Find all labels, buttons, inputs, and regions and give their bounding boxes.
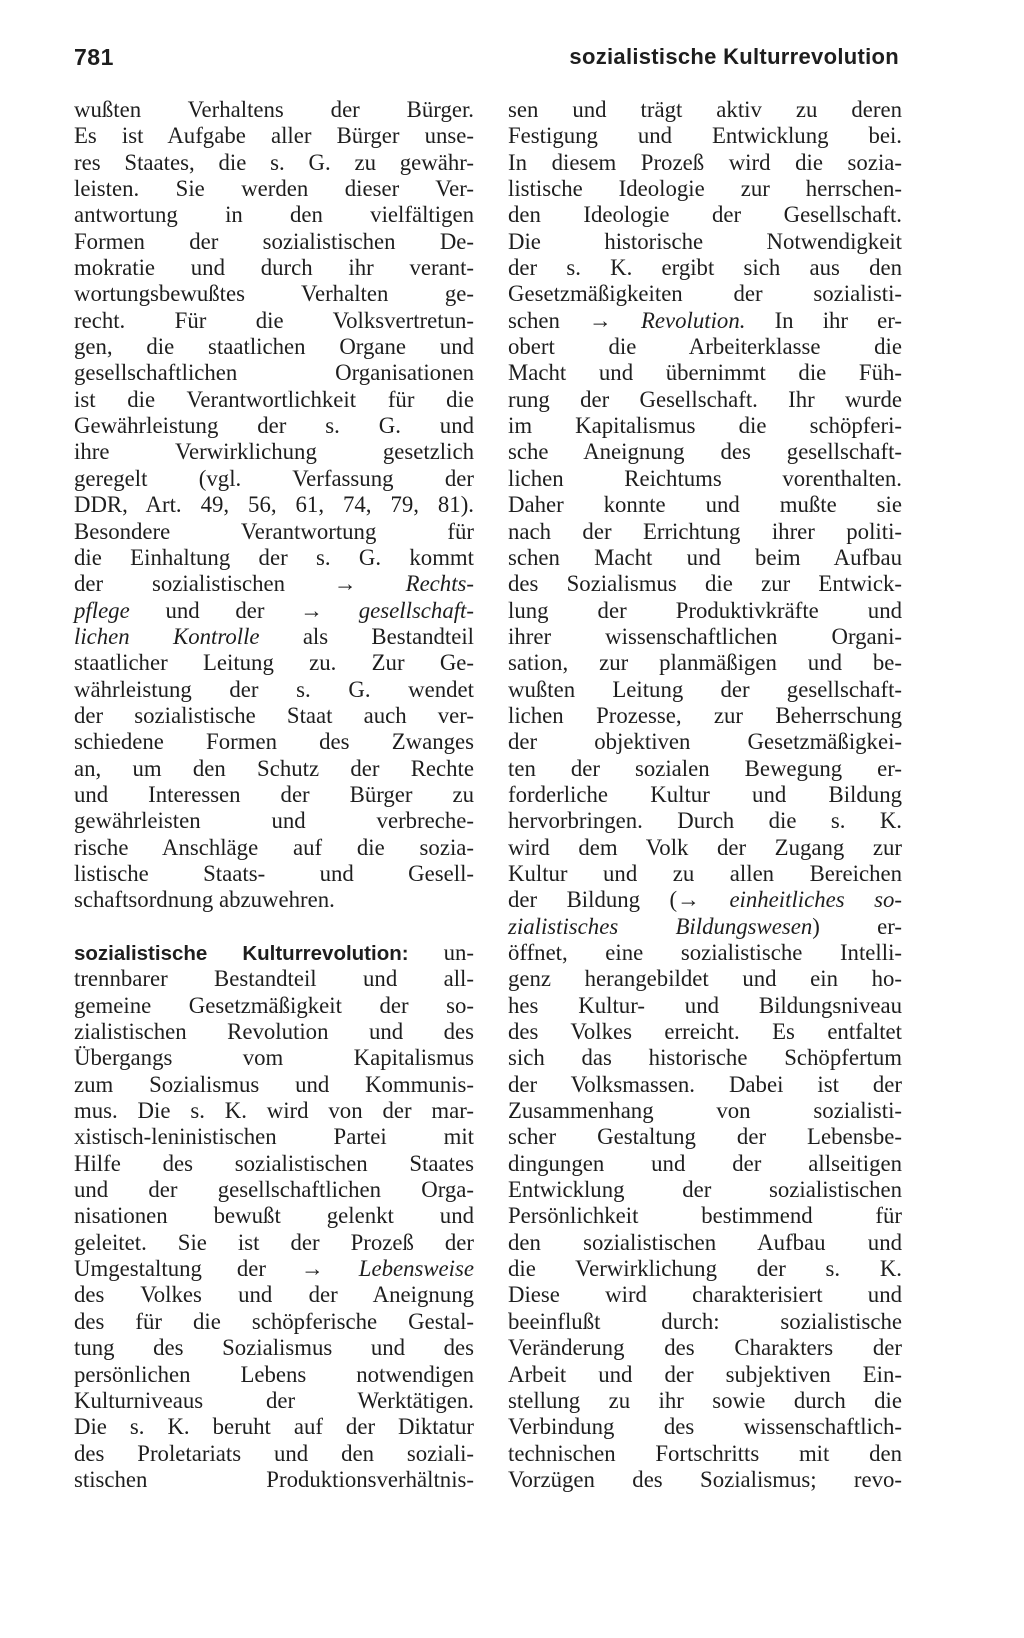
cross-reference-term: lichen Kontrolle: [74, 623, 260, 649]
text-line: [508, 1309, 902, 1335]
text-segment: schaftsordnung abzuwehren.: [74, 887, 335, 913]
text-segment: Macht und übernimmt die Füh-: [508, 360, 902, 386]
text-line: [74, 650, 474, 676]
text-line: [508, 624, 902, 650]
text-line: [508, 360, 902, 386]
text-line: [508, 598, 902, 624]
text-line: [508, 519, 902, 545]
text-line: [508, 387, 902, 413]
text-line: [508, 281, 902, 307]
text-line: [74, 176, 474, 202]
text-segment: trennbarer Bestandteil und all-: [74, 966, 474, 992]
text-segment: an, um den Schutz der Rechte: [74, 755, 474, 781]
text-segment: und der gesellschaftlichen Orga-: [74, 1177, 474, 1203]
text-segment: des Volkes erreicht. Es entfaltet: [508, 1019, 902, 1045]
text-line: [74, 545, 474, 571]
text-segment: die Verwirklichung der s. K.: [508, 1256, 902, 1282]
cross-reference-term: Lebensweise: [358, 1256, 474, 1282]
text-line: [508, 150, 902, 176]
text-line: [74, 1072, 474, 1098]
text-line: [508, 1362, 902, 1388]
text-segment: technischen Fortschritts mit den: [508, 1440, 902, 1466]
text-segment: leisten. Sie werden dieser Ver-: [74, 176, 474, 202]
text-line: [508, 1335, 902, 1361]
text-line: [508, 1019, 902, 1045]
text-segment: der sozialistischen →: [74, 571, 406, 597]
cross-reference-term: zialistisches Bildungswesen: [508, 913, 813, 939]
text-segment: In ihr er-: [745, 307, 902, 333]
text-segment: gen, die staatlichen Organe und: [74, 334, 474, 360]
paragraph-gap: [74, 914, 474, 940]
text-segment: tung des Sozialismus und des: [74, 1335, 474, 1361]
text-line: [74, 308, 474, 334]
text-line: [508, 334, 902, 360]
text-line: [74, 1177, 474, 1203]
cross-reference-term: pflege: [74, 597, 130, 623]
text-segment: Es ist Aufgabe aller Bürger unse-: [74, 123, 474, 149]
text-segment: Zusammenhang von sozialisti-: [508, 1098, 902, 1124]
text-segment: ihrer wissenschaftlichen Organi-: [508, 623, 902, 649]
text-line: [508, 835, 902, 861]
text-segment: sche Aneignung des gesellschaft-: [508, 439, 902, 465]
text-line: [508, 1414, 902, 1440]
text-line: [508, 914, 902, 940]
text-segment: lichen Reichtums vorenthalten.: [508, 465, 902, 491]
text-line: [74, 1230, 474, 1256]
text-segment: Arbeit und der subjektiven Ein-: [508, 1361, 902, 1387]
text-segment: staatlicher Leitung zu. Zur Ge-: [74, 650, 474, 676]
text-segment: der sozialistische Staat auch ver-: [74, 702, 474, 728]
text-segment: der objektiven Gesetzmäßigkei-: [508, 729, 902, 755]
text-segment: Kultur und zu allen Bereichen: [508, 860, 902, 886]
text-line: [508, 993, 902, 1019]
text-segment: gewährleisten und verbreche-: [74, 808, 474, 834]
text-line: [508, 1230, 902, 1256]
text-line: [508, 1467, 902, 1493]
text-segment: Diese wird charakterisiert und: [508, 1282, 902, 1308]
text-line: [74, 940, 474, 966]
text-line: [74, 598, 474, 624]
text-line: [508, 308, 902, 334]
text-segment: Verbindung des wissenschaftlich-: [508, 1414, 902, 1440]
text-segment: Hilfe des sozialistischen Staates: [74, 1150, 474, 1176]
text-segment: hes Kultur- und Bildungsniveau: [508, 992, 902, 1018]
text-segment: In diesem Prozeß wird die sozia-: [508, 149, 902, 175]
text-segment: nach der Errichtung ihrer politi-: [508, 518, 902, 544]
text-line: [74, 729, 474, 755]
text-segment: geregelt (vgl. Verfassung der: [74, 465, 474, 491]
text-segment: Gesetzmäßigkeiten der sozialisti-: [508, 281, 902, 307]
text-line: [74, 571, 474, 597]
text-line: [508, 1098, 902, 1124]
text-line: [74, 624, 474, 650]
text-line: [508, 97, 902, 123]
text-segment: die Einhaltung der s. G. kommt: [74, 544, 474, 570]
text-line: [508, 123, 902, 149]
text-line: [74, 887, 474, 913]
text-segment: antwortung in den vielfältigen: [74, 202, 474, 228]
text-line: [74, 1282, 474, 1308]
text-line: [508, 176, 902, 202]
text-line: [74, 439, 474, 465]
text-line: [508, 887, 902, 913]
text-line: [508, 1072, 902, 1098]
text-segment: beeinflußt durch: sozialistische: [508, 1308, 902, 1334]
text-line: [74, 229, 474, 255]
text-segment: Die s. K. beruht auf der Diktatur: [74, 1414, 474, 1440]
text-segment: rung der Gesellschaft. Ihr wurde: [508, 386, 902, 412]
text-line: [74, 1098, 474, 1124]
text-segment: als Bestandteil: [259, 623, 474, 649]
text-line: [74, 1414, 474, 1440]
text-line: [74, 519, 474, 545]
text-line: [74, 1441, 474, 1467]
text-segment: zum Sozialismus und Kommunis-: [74, 1071, 474, 1097]
text-line: [74, 1362, 474, 1388]
text-segment: schen →: [508, 307, 641, 333]
text-segment: des Proletariats und den soziali-: [74, 1440, 474, 1466]
text-segment: lichen Prozesse, zur Beherrschung: [508, 702, 902, 728]
text-segment: mus. Die s. K. wird von der mar-: [74, 1098, 474, 1124]
text-segment: mokratie und durch ihr verant-: [74, 255, 474, 281]
text-segment: und der →: [129, 597, 359, 623]
text-line: [74, 782, 474, 808]
text-segment: listische Staats- und Gesell-: [74, 860, 474, 886]
text-line: [508, 677, 902, 703]
text-line: [74, 1256, 474, 1282]
text-line: [508, 1441, 902, 1467]
text-segment: und Interessen der Bürger zu: [74, 781, 474, 807]
text-segment: des Volkes und der Aneignung: [74, 1282, 474, 1308]
text-line: [508, 756, 902, 782]
text-line: [74, 703, 474, 729]
text-segment: der Volksmassen. Dabei ist der: [508, 1071, 902, 1097]
text-line: [508, 202, 902, 228]
text-line: [508, 940, 902, 966]
text-segment: Festigung und Entwicklung bei.: [508, 123, 902, 149]
cross-reference-term: Rechts-: [405, 571, 474, 597]
running-head: sozialistische Kulturrevolution: [569, 44, 899, 69]
text-line: [74, 466, 474, 492]
text-segment: un-: [408, 940, 474, 965]
text-segment: sen und trägt aktiv zu deren: [508, 97, 902, 122]
text-line: [508, 439, 902, 465]
text-segment: stellung zu ihr sowie durch die: [508, 1387, 902, 1413]
text-line: [74, 1467, 474, 1493]
text-segment: lung der Produktivkräfte und: [508, 597, 902, 623]
text-line: [74, 861, 474, 887]
text-line: [74, 1019, 474, 1045]
text-line: [74, 360, 474, 386]
text-segment: schiedene Formen des Zwanges: [74, 729, 474, 755]
text-line: [74, 966, 474, 992]
text-line: [508, 808, 902, 834]
text-line: [508, 571, 902, 597]
text-segment: recht. Für die Volksvertretun-: [74, 307, 474, 333]
text-segment: den sozialistischen Aufbau und: [508, 1229, 902, 1255]
text-segment: der s. K. ergibt sich aus den: [508, 255, 902, 281]
text-segment: nisationen bewußt gelenkt und: [74, 1203, 474, 1229]
text-line: [74, 677, 474, 703]
text-segment: gemeine Gesetzmäßigkeit der so-: [74, 992, 474, 1018]
text-line: [74, 835, 474, 861]
text-line: [508, 229, 902, 255]
text-segment: scher Gestaltung der Lebensbe-: [508, 1124, 902, 1150]
text-line: [508, 1177, 902, 1203]
text-line: [508, 1388, 902, 1414]
text-segment: Veränderung des Charakters der: [508, 1335, 902, 1361]
text-line: [74, 1203, 474, 1229]
text-line: [74, 123, 474, 149]
text-segment: ) er-: [812, 913, 902, 939]
text-line: [74, 202, 474, 228]
text-segment: Formen der sozialistischen De-: [74, 228, 474, 254]
text-line: [508, 966, 902, 992]
text-line: [508, 466, 902, 492]
text-line: [74, 756, 474, 782]
left-column: [74, 97, 474, 1493]
text-segment: wird dem Volk der Zugang zur: [508, 834, 902, 860]
text-segment: Entwicklung der sozialistischen: [508, 1177, 902, 1203]
text-segment: währleistung der s. G. wendet: [74, 676, 474, 702]
text-segment: sich das historische Schöpfertum: [508, 1045, 902, 1071]
text-segment: xistisch-leninistischen Partei mit: [74, 1124, 474, 1150]
text-segment: Übergangs vom Kapitalismus: [74, 1045, 474, 1071]
text-line: [74, 492, 474, 518]
text-line: [74, 97, 474, 123]
text-segment: persönlichen Lebens notwendigen: [74, 1361, 474, 1387]
text-line: [74, 150, 474, 176]
text-segment: des Sozialismus die zur Entwick-: [508, 571, 902, 597]
text-line: [74, 413, 474, 439]
text-line: [508, 1282, 902, 1308]
text-line: [508, 492, 902, 518]
text-segment: wußten Verhaltens der Bürger.: [74, 97, 474, 122]
text-segment: listische Ideologie zur herrschen-: [508, 176, 902, 202]
text-line: [74, 1045, 474, 1071]
text-segment: forderliche Kultur und Bildung: [508, 781, 902, 807]
text-line: [508, 545, 902, 571]
text-segment: sation, zur planmäßigen und be-: [508, 650, 902, 676]
text-line: [74, 255, 474, 281]
cross-reference-term: gesellschaft-: [358, 597, 474, 623]
entry-headword: sozialistische Kulturrevolution:: [74, 942, 409, 965]
text-line: [508, 1151, 902, 1177]
text-line: [74, 1124, 474, 1150]
text-line: [508, 1203, 902, 1229]
text-segment: rische Anschläge auf die sozia-: [74, 834, 474, 860]
cross-reference-term: Revolution.: [640, 307, 746, 333]
text-segment: res Staates, die s. G. zu gewähr-: [74, 149, 474, 175]
text-line: [508, 255, 902, 281]
text-segment: Kulturniveaus der Werktätigen.: [74, 1387, 474, 1413]
text-segment: Daher konnte und mußte sie: [508, 492, 902, 518]
text-line: [508, 650, 902, 676]
text-segment: DDR, Art. 49, 56, 61, 74, 79, 81).: [74, 492, 474, 518]
text-line: [508, 703, 902, 729]
text-segment: dingungen und der allseitigen: [508, 1150, 902, 1176]
right-column: [508, 97, 902, 1493]
text-segment: Besondere Verantwortung für: [74, 518, 474, 544]
text-segment: geleitet. Sie ist der Prozeß der: [74, 1229, 474, 1255]
text-line: [74, 387, 474, 413]
text-line: [74, 334, 474, 360]
text-segment: Vorzügen des Sozialismus; revo-: [508, 1466, 902, 1492]
text-segment: hervorbringen. Durch die s. K.: [508, 808, 902, 834]
text-segment: im Kapitalismus die schöpferi-: [508, 413, 902, 439]
text-line: [508, 1124, 902, 1150]
text-segment: Die historische Notwendigkeit: [508, 228, 902, 254]
text-line: [74, 993, 474, 1019]
text-segment: zialistischen Revolution und des: [74, 1019, 474, 1045]
text-line: [508, 413, 902, 439]
text-segment: ihre Verwirklichung gesetzlich: [74, 439, 474, 465]
text-segment: ist die Verantwortlichkeit für die: [74, 386, 474, 412]
cross-reference-term: einheitliches so-: [729, 887, 902, 913]
text-segment: ten der sozialen Bewegung er-: [508, 755, 902, 781]
text-segment: öffnet, eine sozialistische Intelli-: [508, 940, 902, 965]
text-line: [74, 1335, 474, 1361]
text-segment: wortungsbewußtes Verhalten ge-: [74, 281, 474, 307]
text-line: [74, 1388, 474, 1414]
text-segment: genz herangebildet und ein ho-: [508, 966, 902, 992]
text-line: [508, 861, 902, 887]
text-line: [508, 1045, 902, 1071]
text-segment: Umgestaltung der →: [74, 1256, 359, 1282]
text-line: [74, 1309, 474, 1335]
page-number: 781: [74, 44, 114, 70]
text-line: [508, 1256, 902, 1282]
text-segment: den Ideologie der Gesellschaft.: [508, 202, 902, 228]
text-segment: des für die schöpferische Gestal-: [74, 1308, 474, 1334]
text-line: [508, 782, 902, 808]
text-line: [508, 729, 902, 755]
text-segment: Gewährleistung der s. G. und: [74, 413, 474, 439]
text-segment: obert die Arbeiterklasse die: [508, 334, 902, 360]
text-segment: stischen Produktionsverhältnis-: [74, 1466, 474, 1492]
text-line: [74, 281, 474, 307]
text-segment: gesellschaftlichen Organisationen: [74, 360, 474, 386]
text-line: [74, 1151, 474, 1177]
text-line: [74, 808, 474, 834]
text-segment: wußten Leitung der gesellschaft-: [508, 676, 902, 702]
text-segment: der Bildung (→: [508, 887, 730, 913]
text-segment: Persönlichkeit bestimmend für: [508, 1203, 902, 1229]
text-segment: schen Macht und beim Aufbau: [508, 544, 902, 570]
